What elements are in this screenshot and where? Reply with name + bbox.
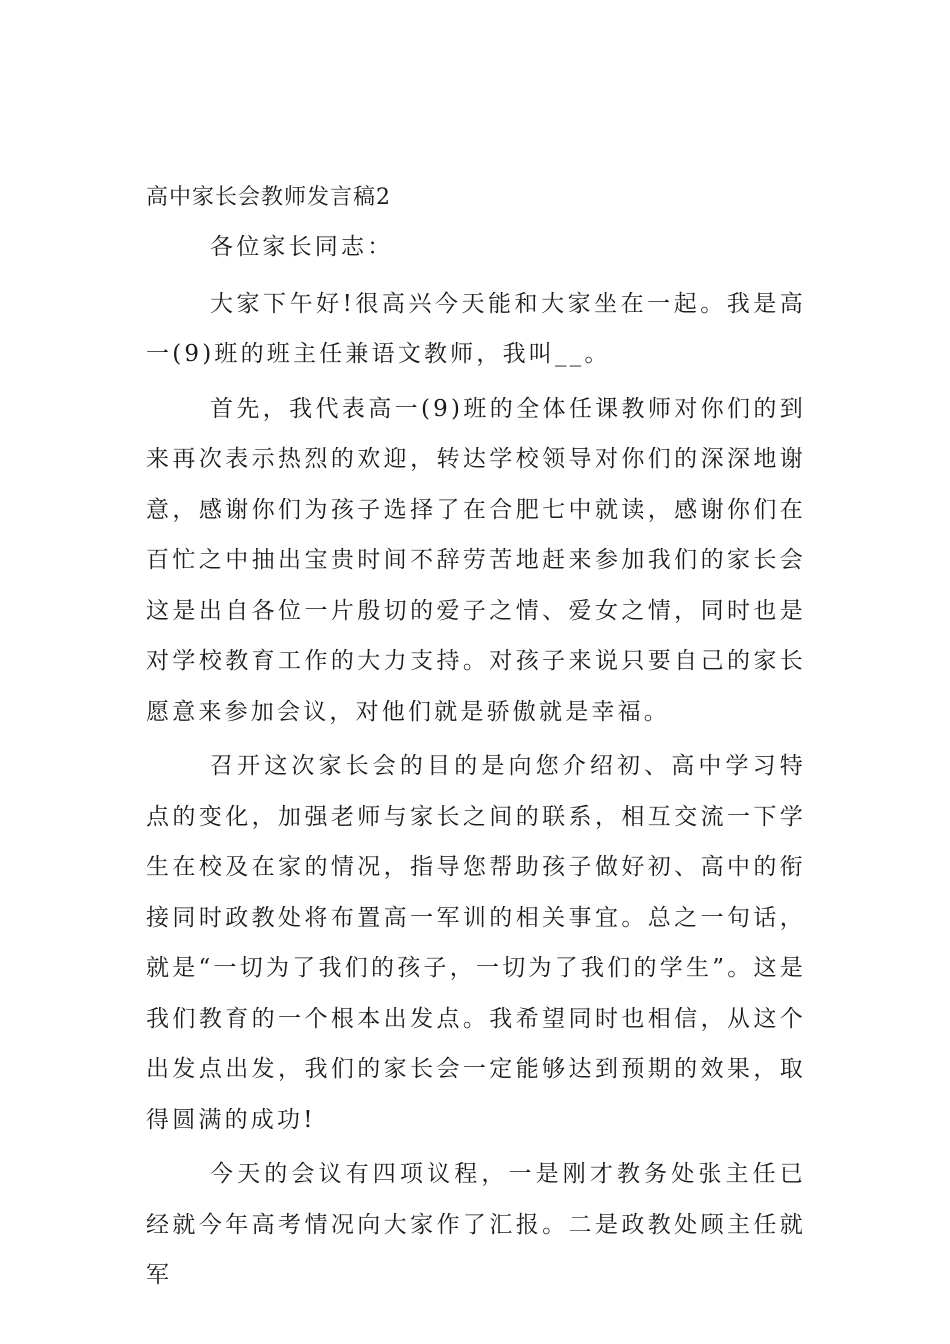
welcome-paragraph: 首先，我代表高一(9)班的全体任课教师对你们的到来再次表示热烈的欢迎，转达学校领导对你们的深深地谢意，感谢你们为孩子选择了在合肥七中就读，感谢你们在百忙之中抽出宝贵时间不辞劳苦地赶来参加我们的家长会这是出自各位一片殷切的爱子之情、爱女之情，同时也是对学校教育工作的大力支持。对孩子来说只要自己的家长愿意来参加会议，对他们就是骄傲就是幸福。 — [146, 395, 806, 725]
document-title: 高中家长会教师发言稿2 — [146, 185, 391, 210]
agenda-paragraph: 今天的会议有四项议程，一是刚才教务处张主任已经就今年高考情况向大家作了汇报。二是政教处顾主任就军 — [146, 1161, 806, 1288]
salutation-paragraph: 各位家长同志： — [210, 234, 394, 260]
greeting-paragraph: 大家下午好!很高兴今天能和大家坐在一起。我是高一(9)班的班主任兼语文教师，我叫__。 — [146, 290, 806, 367]
purpose-paragraph: 召开这次家长会的目的是向您介绍初、高中学习特点的变化，加强老师与家长之间的联系，相互交流一下学生在校及在家的情况，指导您帮助孩子做好初、高中的衔接同时政教处将布置高一军训的相关事宜。总之一句话，就是“一切为了我们的孩子，一切为了我们的学生”。这是我们教育的一个根本出发点。我希望同时也相信，从这个出发点出发，我们的家长会一定能够达到预期的效果，取得圆满的成功! — [146, 753, 806, 1133]
document-body — [146, 178, 806, 1301]
